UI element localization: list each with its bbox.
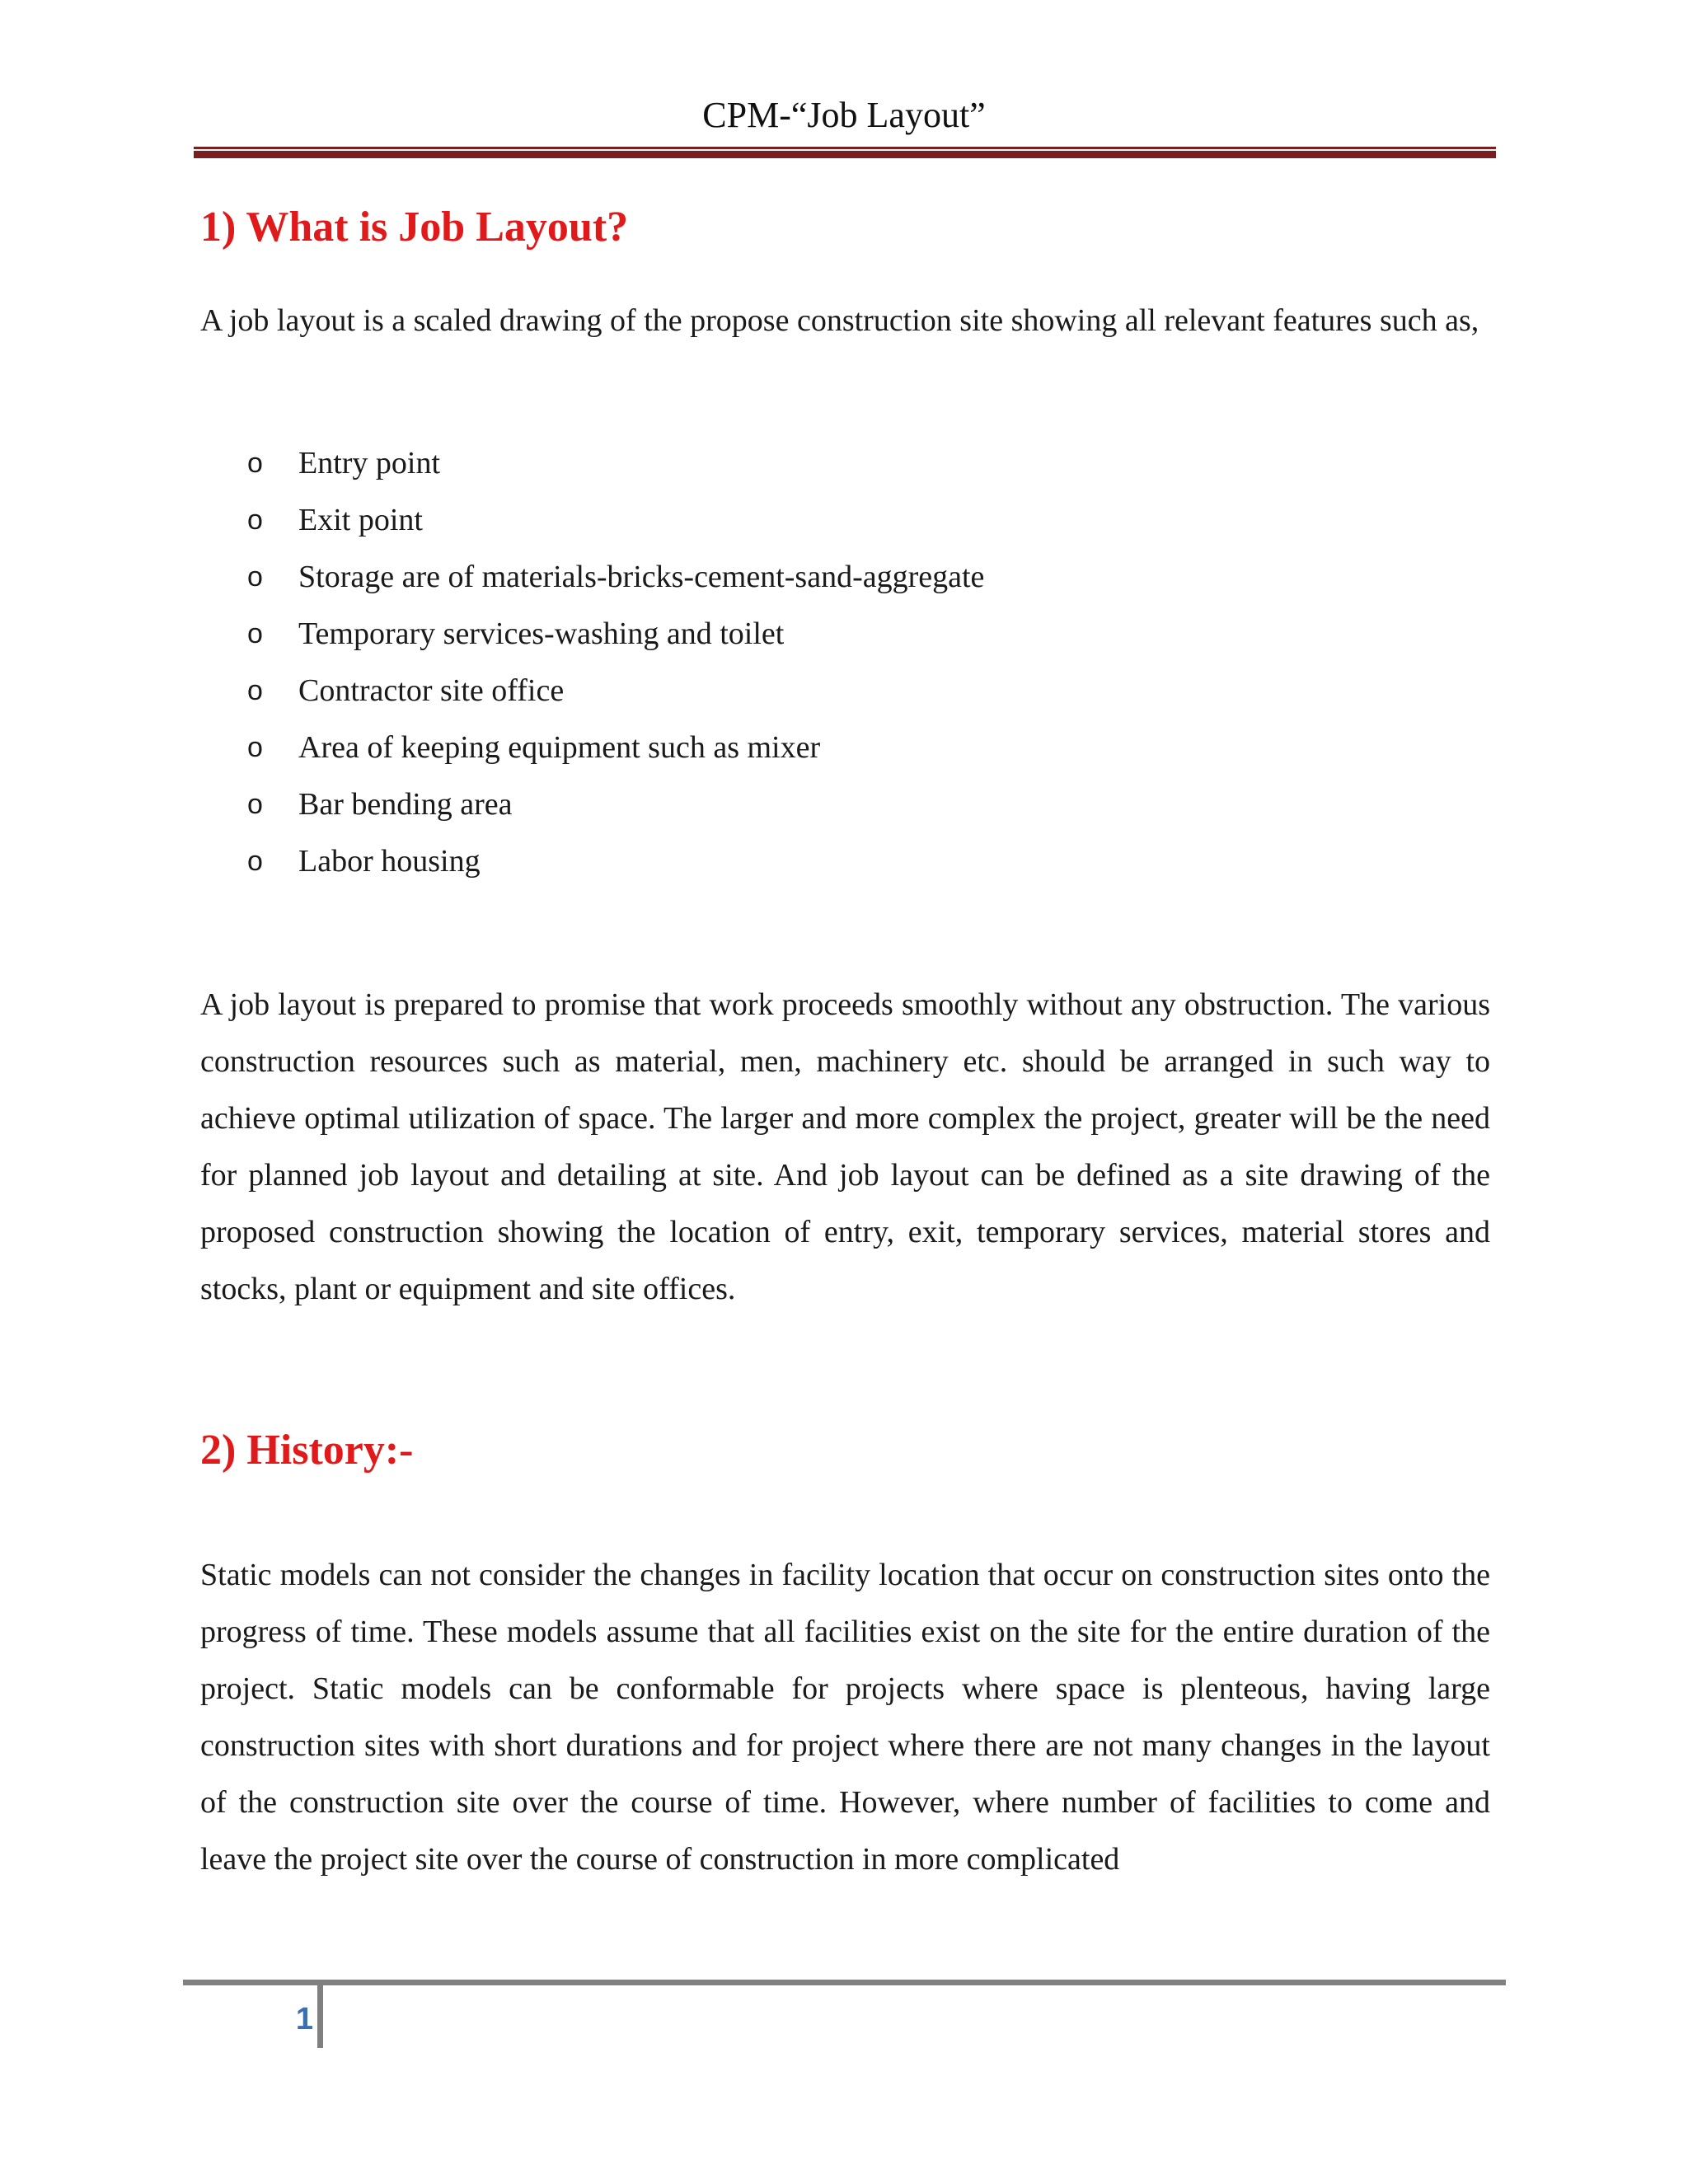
header-divider-thick <box>194 151 1496 158</box>
footer-vertical-bar <box>317 1985 323 2048</box>
list-item <box>247 833 984 890</box>
bullet-marker: o <box>247 732 263 763</box>
bullet-marker: o <box>247 789 263 820</box>
header-divider-thin <box>194 147 1496 149</box>
features-list <box>247 435 984 890</box>
intro-paragraph: A job layout is a scaled drawing of the propose construction site showing all relevant features such as, <box>200 303 1479 338</box>
section-heading-history: 2) History:- <box>200 1427 414 1474</box>
list-item <box>247 492 984 549</box>
list-item-text: Contractor site office <box>298 673 565 708</box>
list-item-text: Entry point <box>298 446 441 480</box>
bullet-marker: o <box>247 846 263 877</box>
list-item-text: Labor housing <box>298 844 481 879</box>
list-item <box>247 606 984 663</box>
bullet-marker: o <box>247 448 263 479</box>
footer-divider <box>183 1980 1506 1985</box>
section-heading-job-layout: 1) What is Job Layout? <box>200 204 629 251</box>
list-item <box>247 719 984 776</box>
list-item-text: Storage are of materials-bricks-cement-sand-aggregate <box>298 560 985 594</box>
page-number: 1 <box>295 2002 313 2036</box>
list-item <box>247 663 984 719</box>
list-item-text: Bar bending area <box>298 787 513 822</box>
job-layout-paragraph: A job layout is prepared to promise that work proceeds smoothly without any obstruction. The various construction resources such as material, men, machinery etc. should be arranged in such way to achieve optimal utilization of space. The larger and more complex the project, greater will be the need for planned job layout and detailing at site. And job layout can be defined as a site drawing of the proposed construction showing the location of entry, exit, temporary services, material stores and stocks, plant or equipment and site offices. <box>200 987 1490 1306</box>
history-paragraph: Static models can not consider the changes in facility location that occur on construction sites onto the progress of time. These models assume that all facilities exist on the site for the entire duration of the project. Static models can be conformable for projects where space is plenteous, having large construction sites with short durations and for project where there are not many changes in the layout of the construction site over the course of time. However, where number of facilities to come and leave the project site over the course of construction in more complicated <box>200 1558 1490 1877</box>
bullet-marker: o <box>247 504 263 536</box>
list-item <box>247 435 984 492</box>
list-item-text: Temporary services-washing and toilet <box>298 616 785 651</box>
document-title: CPM-“Job Layout” <box>702 95 986 135</box>
list-item <box>247 549 984 606</box>
bullet-marker: o <box>247 618 263 649</box>
list-item-text: Exit point <box>298 503 423 537</box>
list-item-text: Area of keeping equipment such as mixer <box>298 730 821 765</box>
bullet-marker: o <box>247 675 263 706</box>
bullet-marker: o <box>247 561 263 593</box>
list-item <box>247 776 984 833</box>
